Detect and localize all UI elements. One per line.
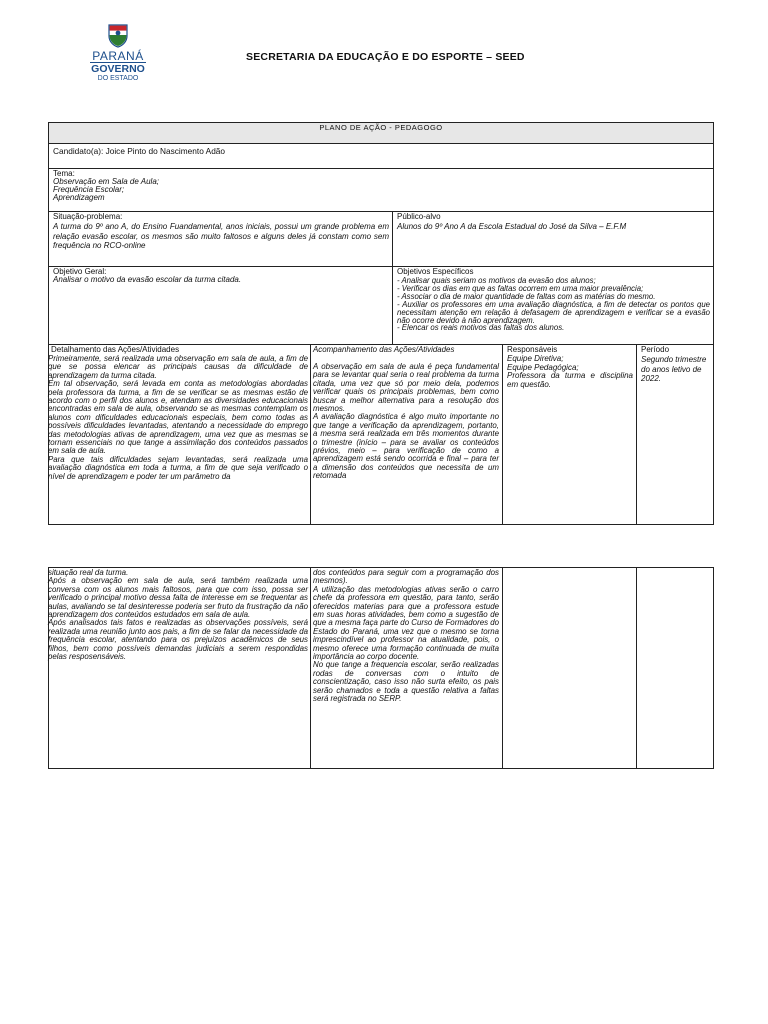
divider xyxy=(392,211,393,344)
page-title: SECRETARIA DA EDUCAÇÃO E DO ESPORTE – SEED xyxy=(246,51,525,63)
objetivo-especifico-item: - Elencar os reais motivos das faltas dos alunos. xyxy=(397,323,565,333)
detalhamento-continuation: situação real da turma. Após a observação em sala de aula, será também realizada uma conversa com os alunos mais faltosos, para que com isso, possa ser verificado o principal motivo dessa falta de interesse em se frequentar as aulas, avaliando se tal desinteresse poderia ser fruto da frustração da não aprendizagem dos conteúdos estudados em sala de aula. Após analisados tais fatos e realizadas as observações possíveis, será realizada uma reunião junto aos pais, a fim de se falar da necessidade da frequência escolar, atentando para os prejuízos acadêmicos de seus filhos, bem como possíveis demandas judiciais a serem respondidas pelas resposensáveis. xyxy=(48,568,308,662)
divider xyxy=(310,344,311,525)
logo-do-estado: DO ESTADO xyxy=(97,75,139,82)
periodo-text: Segundo trimestre do anos letivo de 2022. xyxy=(641,355,707,383)
publico-text: Alunos do 9º Ano A da Escola Estadual do José da Silva – E.F.M xyxy=(397,222,627,231)
objetivos-especificos-list xyxy=(397,277,710,332)
logo-state-name: PARANÁ xyxy=(92,49,144,63)
objetivo-especifico-item: - Verificar os dias em que as faltas ocorrem em uma maior prevalência; xyxy=(397,283,644,293)
logo-governo: GOVERNO xyxy=(91,63,145,75)
col-responsaveis-header: Responsáveis xyxy=(507,345,558,354)
objetivo-geral-label: Objetivo Geral: xyxy=(53,267,107,276)
objetivo-especifico-item: - Analisar quais seriam os motivos da evasão dos alunos; xyxy=(397,276,596,285)
divider xyxy=(502,567,503,769)
divider xyxy=(636,567,637,769)
divider xyxy=(502,344,503,525)
divider xyxy=(48,143,714,144)
col-acompanhamento-header: Acompanhamento das Ações/Atividades xyxy=(313,345,455,354)
plan-title: PLANO DE AÇÃO - PEDAGOGO xyxy=(319,123,443,132)
tema-label: Tema: xyxy=(53,169,75,178)
objetivo-especifico-item: - Associar o dia de maior quantidade de faltas com as matérias do mesmo. xyxy=(397,291,656,301)
situacao-label: Situação-problema: xyxy=(53,212,123,221)
objetivos-especificos-label: Objetivos Específicos xyxy=(397,267,474,276)
responsaveis-list: Equipe Diretiva; Equipe Pedagógica; Professora da turma e disciplina em questão. xyxy=(507,354,633,389)
objetivo-geral-text: Analisar o motivo da evasão escolar da turma citada. xyxy=(53,275,242,284)
parana-coat-of-arms-icon xyxy=(107,24,129,48)
divider xyxy=(310,567,311,769)
divider xyxy=(48,168,714,169)
parana-government-logo xyxy=(86,24,150,83)
acompanhamento-continuation: dos conteúdos para seguir com a programação dos mesmos). A utilização das metodologias ativas serão o carro chefe da professora em questão, para tanto, serão oferecidos materias para que a professora estude em suas horas atividades, bem como a sugestão de que a mesma faça parte do Curso de Formadores do Estado do Paraná, uma vez que o mesmo se torna imprescindível ao professor na atualidade, pois, o mesmo oferece uma formação continuada de muita importância ao corpo docente. No que tange a frequencia escolar, serão realizadas rodas de conversas com o intuito de conscientização, caso isso não surta efeito, os pais serão chamados e toda a questão relativa a faltas será registrada no SERP. xyxy=(313,568,499,704)
acompanhamento-text: A observação em sala de aula é peça fundamental para se levantar qual seria o real problema da turma citada, uma vez que só por meio dela, podemos verificar quais os principais problemas, bem como buscar a melhor alternativa para a resolução dos mesmos. A avaliação diagnóstica é algo muito importante no que tange a verificação da aprendizagem, portanto, a mesma será realizada em três momentos durante o trimestre (início – para se avaliar os conteúdos prévios, meio – para verificação de como a aprendizagem está sendo ocorrida e final – para ter a dimensão dos conteúdos que necessita de um retomada xyxy=(313,362,499,481)
tema-line-2: Frequência Escolar; xyxy=(53,185,125,194)
situacao-text: A turma do 9º ano A, do Ensino Fuandamental, anos iniciais, possui um grande problema em relação evasão escolar, os mesmos são muito faltosos e alguns deles já constam como sem frequência no RCO-online xyxy=(53,222,389,250)
col-periodo-header: Período xyxy=(641,345,670,354)
divider xyxy=(48,211,714,212)
col-detalhamento-header: Detalhamento das Ações/Atividades xyxy=(51,345,180,354)
detalhamento-text: Primeiramente, será realizada uma observação em sala de aula, a fim de que se possa elencar as principais causas da dificuldade de aprendizagem da turma citada. Em tal observação, será levada em conta as metodologias abordadas pela professora da turma, a fim de se verificar se as mesmas estão de acordo com o perfil dos alunos e, atendam as diversidades educacionais encontradas em sala de aula, observando se as mesmas contemplam os alunos com dificuldades educacionais especiais, bem como todas as possíveis dificuldades levantadas, atentando a necessidade do emprego das metodologias ativas de aprendizagem, uma vez que as mesmas se tornam essenciais no que tange a assimilação dos conteúdos passados em sala de aula. Para que tais dificuldades sejam levantadas, será realizada uma avaliação diagnóstica em toda a turma, a fim de que seja verificado o nível de aprendizagem e poder ter um parâmetro da xyxy=(48,354,308,481)
candidate-name: Candidato(a): Joice Pinto do Nascimento Adão xyxy=(53,146,226,156)
divider xyxy=(636,344,637,525)
tema-line-1: Observação em Sala de Aula; xyxy=(53,177,159,186)
tema-line-3: Aprendizagem xyxy=(53,193,105,202)
objetivo-especifico-item: - Auxiliar os professores em uma avaliação diagnóstica, a fim de detectar os pontos que necessitam atenção em relação à defasagem de aprendizagem e verificar se a evasão não ocorre devido à não aprendizagem. xyxy=(397,299,710,325)
divider xyxy=(48,266,714,267)
publico-label: Público-alvo xyxy=(397,212,441,221)
